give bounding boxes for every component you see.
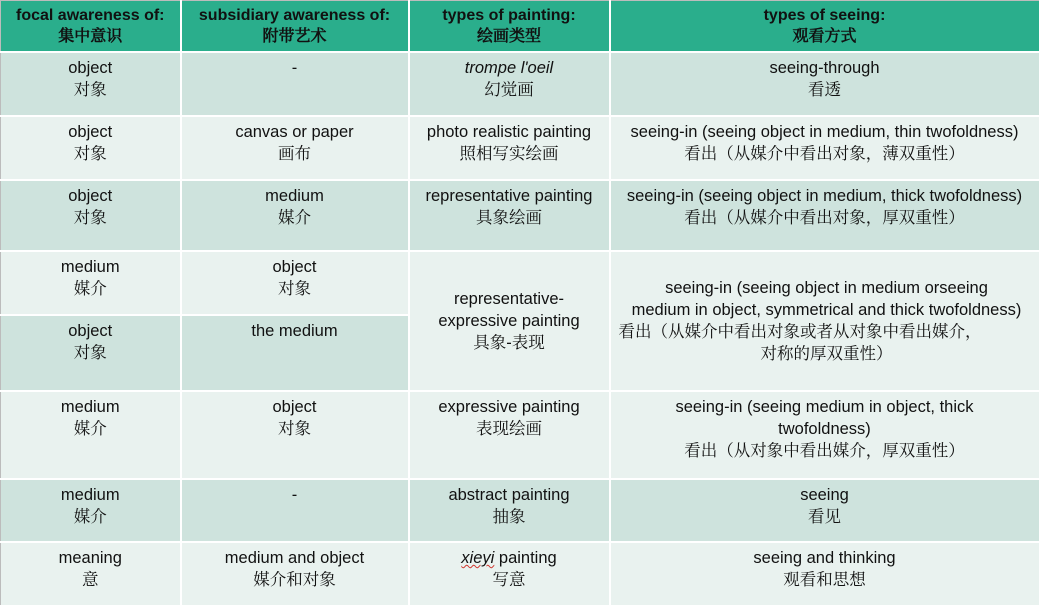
cell-painting: expressive painting 表现绘画	[409, 391, 610, 479]
cell-seeing: seeing-in (seeing object in medium, thick twofoldness) 看出（从媒介中看出对象，厚双重性）	[610, 180, 1039, 251]
cell-focal: object 对象	[1, 180, 181, 251]
header-focal: focal awareness of: 集中意识	[1, 1, 181, 53]
cell-seeing: seeing-through 看透	[610, 52, 1039, 116]
xieyi-term: xieyi	[461, 549, 495, 567]
cell-subsidiary: object 对象	[181, 391, 409, 479]
cell-focal: object 对象	[1, 116, 181, 180]
cell-painting: representative- expressive painting 具象-表现	[409, 251, 610, 391]
cell-subsidiary: -	[181, 479, 409, 542]
cell-subsidiary: object 对象	[181, 251, 409, 315]
cell-seeing: seeing-in (seeing object in medium orseeing medium in object, symmetrical and thick twofoldness) 看出（从媒介中看出对象或者从对象中看出媒介， 对称的厚双重性）	[610, 251, 1039, 391]
cell-seeing: seeing-in (seeing medium in object, thick twofoldness) 看出（从对象中看出媒介，厚双重性）	[610, 391, 1039, 479]
header-seeing: types of seeing: 观看方式	[610, 1, 1039, 53]
table-row	[1, 116, 1039, 180]
cell-seeing: seeing 看见	[610, 479, 1039, 542]
cell-painting: representative painting 具象绘画	[409, 180, 610, 251]
header-painting: types of painting: 绘画类型	[409, 1, 610, 53]
header-subsidiary: subsidiary awareness of: 附带艺术	[181, 1, 409, 53]
cell-subsidiary: canvas or paper 画布	[181, 116, 409, 180]
cell-painting: photo realistic painting 照相写实绘画	[409, 116, 610, 180]
cell-subsidiary: -	[181, 52, 409, 116]
cell-subsidiary: medium and object 媒介和对象	[181, 542, 409, 606]
cell-painting: abstract painting 抽象	[409, 479, 610, 542]
header-row	[1, 1, 1039, 53]
cell-focal: meaning 意	[1, 542, 181, 606]
cell-focal: medium 媒介	[1, 479, 181, 542]
table-row	[1, 251, 1039, 315]
table-row	[1, 542, 1039, 606]
cell-focal: object 对象	[1, 52, 181, 116]
table-row	[1, 180, 1039, 251]
cell-subsidiary: medium 媒介	[181, 180, 409, 251]
table-row	[1, 52, 1039, 116]
cell-focal: object 对象	[1, 315, 181, 391]
cell-seeing: seeing-in (seeing object in medium, thin twofoldness) 看出（从媒介中看出对象，薄双重性）	[610, 116, 1039, 180]
cell-focal: medium 媒介	[1, 391, 181, 479]
table-row	[1, 391, 1039, 479]
cell-subsidiary: the medium	[181, 315, 409, 391]
cell-focal: medium 媒介	[1, 251, 181, 315]
cell-seeing: seeing and thinking 观看和思想	[610, 542, 1039, 606]
cell-painting: xieyi painting 写意	[409, 542, 610, 606]
cell-painting: trompe l'oeil 幻觉画	[409, 52, 610, 116]
table-row	[1, 479, 1039, 542]
